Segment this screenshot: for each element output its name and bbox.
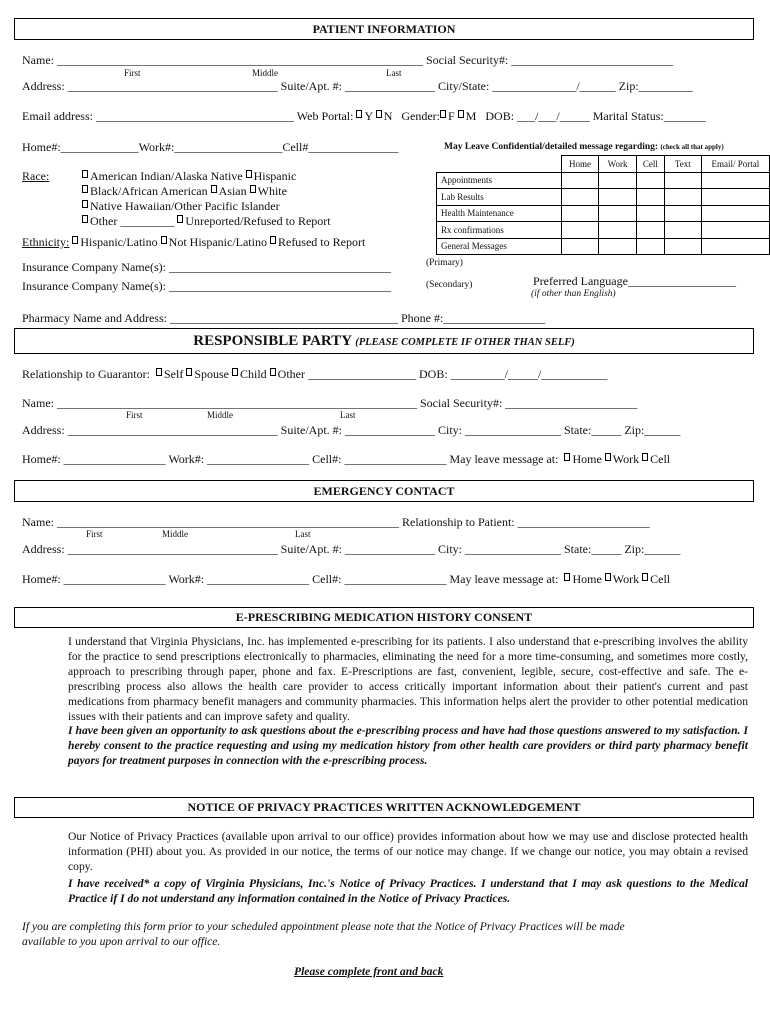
patient-email-line [22,109,706,124]
table-cell[interactable] [636,189,664,206]
race-unreported-checkbox[interactable] [177,215,183,223]
table-row [437,222,770,239]
table-row [437,189,770,206]
race-aian-checkbox[interactable] [82,170,88,178]
table-cell[interactable] [664,172,701,189]
rp-address-line[interactable]: Address: ___________________________________ Suite/Apt. #: _______________ City: ________________ State:_____ Zip:______ [22,423,681,437]
ethnicity-hispanic-checkbox[interactable] [72,236,78,244]
race-row-2 [82,184,287,199]
race-row-3 [82,199,280,214]
responsible-party-title: RESPONSIBLE PARTY [193,333,352,349]
table-cell[interactable] [701,172,769,189]
table-row [437,238,770,255]
rel-child-label: Child [240,367,267,381]
rp-msg-cell-label: Cell [650,452,671,466]
table-row-label: Health Maintenance [437,205,562,222]
race-white-checkbox[interactable] [250,185,256,193]
name-middle-caption: Middle [252,68,278,78]
rel-other-label[interactable]: Other __________________ [277,367,416,381]
race-unreported-label: Unreported/Refused to Report [185,214,331,228]
table-header-row [437,156,770,173]
ec-msg-cell-label: Cell [650,572,671,586]
guarantor-dob[interactable]: DOB: _________/_____/___________ [419,367,608,381]
ec-address-line[interactable]: Address: ___________________________________ Suite/Apt. #: _______________ City: ________________ State:_____ Zip:______ [22,542,681,556]
table-row-label: Lab Results [437,189,562,206]
table-cell[interactable] [599,205,636,222]
patient-information-header: PATIENT INFORMATION [14,18,754,40]
rp-phones-row [22,452,670,467]
gender-f-label: F [448,109,455,123]
table-cell[interactable] [636,238,664,255]
ethnicity-row [22,235,365,250]
table-row-label: Appointments [437,172,562,189]
eprescribing-consent: I have been given an opportunity to ask questions about the e-prescribing process and have had those questions answered to my satisfaction. I hereby consent to the practice requesting and using my medication history from other health care providers or third party pharmacy benefit payors for treatment purposes in connection with the e-prescribing process. [68,724,748,767]
privacy-body: Our Notice of Privacy Practices (available upon arrival to our office) provides information about how we may use and disclose protected health information (PHI) about you. As provided in our notice, the terms of our notice may change. If we change our notice, you may obtain a revised copy. [68,830,748,873]
table-cell[interactable] [561,238,599,255]
guarantor-relationship-row [22,367,607,382]
race-row-1 [82,169,296,184]
emergency-contact-header: EMERGENCY CONTACT [14,480,754,502]
race-asian-label: Asian [218,184,247,198]
table-cell[interactable] [599,172,636,189]
table-cell[interactable] [561,222,599,239]
ec-phones-line[interactable]: Home#: _________________ Work#: _________________ Cell#: _________________ May leave message at: [22,572,559,586]
rp-last-caption: Last [340,410,356,420]
rel-child-checkbox[interactable] [232,368,238,376]
patient-address-line[interactable]: Address: ___________________________________ Suite/Apt. #: _______________ City/State: ______________/______ Zip:_________ [22,79,693,93]
front-back-notice: Please complete front and back [294,965,444,978]
rel-spouse-checkbox[interactable] [186,368,192,376]
gender-f-checkbox[interactable] [440,110,446,118]
race-row-4 [82,214,331,229]
rp-msg-work-label: Work [612,452,640,466]
race-hispanic-label: Hispanic [253,169,297,183]
table-cell[interactable] [701,205,769,222]
portal-no-label: N [383,109,393,123]
table-cell[interactable] [561,205,599,222]
patient-phones-line[interactable]: Home#:_____________Work#:__________________Cell#_______________ [22,140,399,154]
table-column-header: Text [664,156,701,173]
gender-m-label: M [465,109,477,123]
rel-self-label: Self [163,367,184,381]
gender-m-checkbox[interactable] [458,110,464,118]
privacy-acknowledgement: I have received* a copy of Virginia Physicians, Inc.'s Notice of Privacy Practices. I understand that I may ask questions to the Medical Practice if I do not understand any information contained in the Notice of Privacy Practices. [68,877,748,905]
rp-msg-cell-checkbox[interactable] [642,453,648,461]
rp-name-line[interactable]: Name: ____________________________________________________________ Social Security#: ______________________ [22,396,638,410]
insurance-primary-caption: (Primary) [426,258,463,268]
table-row [437,205,770,222]
rp-first-caption: First [126,410,143,420]
table-column-header: Work [599,156,636,173]
rp-msg-home-checkbox[interactable] [564,453,570,461]
table-cell[interactable] [664,205,701,222]
responsible-party-header [14,328,754,354]
ec-phones-row [22,572,670,587]
table-column-header: Home [561,156,599,173]
eprescribing-header: E-PRESCRIBING MEDICATION HISTORY CONSENT [14,607,754,628]
ec-name-line[interactable]: Name: _________________________________________________________ Relationship to Patient: ______________________ [22,515,650,529]
privacy-footnote: If you are completing this form prior to your scheduled appointment please note that the Notice of Privacy Practices will be made available to you upon arrival to our office. [22,920,625,948]
ethnicity-label: Ethnicity: [22,235,70,249]
table-cell[interactable] [561,172,599,189]
table-cell[interactable] [636,205,664,222]
gender-label: Gender: [401,109,441,123]
email-portal-label[interactable]: Email address: _________________________________ Web Portal: [22,109,354,123]
ec-msg-cell-checkbox[interactable] [642,573,648,581]
dob-marital-line[interactable]: DOB: ___/___/_____ Marital Status:_______ [485,109,706,123]
table-cell[interactable] [701,238,769,255]
portal-yes-checkbox[interactable] [356,110,362,118]
rp-msg-work-checkbox[interactable] [605,453,611,461]
table-cell[interactable] [701,189,769,206]
table-cell[interactable] [664,189,701,206]
name-first-caption: First [124,68,141,78]
name-last-caption: Last [386,68,402,78]
ethnicity-refused-label: Refused to Report [277,235,366,249]
race-label: Race: [22,169,50,183]
ethnicity-nonhispanic-label: Not Hispanic/Latino [168,235,267,249]
guarantor-relationship-label: Relationship to Guarantor: [22,367,150,381]
race-nhpi-label: Native Hawaiian/Other Pacific Islander [90,199,280,213]
pharmacy-line[interactable]: Pharmacy Name and Address: ______________________________________ Phone #:_________________ [22,311,546,325]
table-cell[interactable] [561,189,599,206]
table-row [437,172,770,189]
race-black-label: Black/African American [90,184,208,198]
rp-phones-line[interactable]: Home#: _________________ Work#: _________________ Cell#: _________________ May leave message at: [22,452,559,466]
insurance-secondary-caption: (Secondary) [426,280,473,290]
insurance-secondary-line[interactable]: Insurance Company Name(s): _____________________________________ [22,279,391,293]
race-white-label: White [257,184,287,198]
table-cell[interactable] [599,238,636,255]
ec-first-caption: First [86,529,103,539]
rp-msg-home-label: Home [572,452,602,466]
rel-other-checkbox[interactable] [270,368,276,376]
message-preference-table [436,155,770,255]
table-cell[interactable] [599,222,636,239]
ethnicity-hispanic-label: Hispanic/Latino [80,235,158,249]
race-aian-label: American Indian/Alaska Native [90,169,243,183]
table-cell[interactable] [664,222,701,239]
ec-msg-work-label: Work [612,572,640,586]
table-cell[interactable] [701,222,769,239]
rel-self-checkbox[interactable] [156,368,162,376]
rel-spouse-label: Spouse [194,367,229,381]
table-cell[interactable] [664,238,701,255]
eprescribing-body: I understand that Virginia Physicians, Inc. has implemented e-prescribing for its patients. I also understand that e-prescribing involves the ability for the practice to send prescriptions electronically to pharmacies, eliminating the need for a more time-consuming, and sometimes more costly, approach to prescribing through paper, phone and fax. E-Prescriptions are fast, convenient, legible, secure, cost-effective and safe. The e-prescribing process also allows the health care provider to access critically important information about their patient's current and past medications from pharmacy benefit managers and community pharmacies. This information helps alert the provider to other potential medication issues with their patients and can improve safety and quality. [68,635,748,723]
portal-yes-label: Y [364,109,373,123]
ec-last-caption: Last [295,529,311,539]
table-cell[interactable] [636,172,664,189]
preferred-language-line[interactable]: Preferred Language__________________ [533,274,736,288]
ethnicity-nonhispanic-checkbox[interactable] [161,236,167,244]
ec-msg-home-label: Home [572,572,602,586]
responsible-party-subtitle: (PLEASE COMPLETE IF OTHER THAN SELF) [355,337,575,348]
insurance-primary-line[interactable]: Insurance Company Name(s): _____________________________________ [22,260,391,274]
ethnicity-refused-checkbox[interactable] [270,236,276,244]
race-nhpi-checkbox[interactable] [82,200,88,208]
table-cell[interactable] [636,222,664,239]
race-black-checkbox[interactable] [82,185,88,193]
ec-msg-home-checkbox[interactable] [564,573,570,581]
race-other-checkbox[interactable] [82,215,88,223]
privacy-header: NOTICE OF PRIVACY PRACTICES WRITTEN ACKNOWLEDGEMENT [14,797,754,818]
table-column-header: Cell [636,156,664,173]
table-column-header: Email/ Portal [701,156,769,173]
table-row-label: General Messages [437,238,562,255]
race-asian-checkbox[interactable] [211,185,217,193]
portal-no-checkbox[interactable] [376,110,382,118]
preferred-language-note: (if other than English) [531,289,616,299]
table-cell[interactable] [599,189,636,206]
race-other-label[interactable]: Other _________ [90,214,175,228]
patient-name-line[interactable]: Name: _____________________________________________________________ Social Security#: ___________________________ [22,53,674,67]
may-leave-title: May Leave Confidential/detailed message regarding: (check all that apply) [444,142,724,152]
rp-middle-caption: Middle [207,410,233,420]
ec-msg-work-checkbox[interactable] [605,573,611,581]
race-hispanic-checkbox[interactable] [246,170,252,178]
table-row-label: Rx confirmations [437,222,562,239]
ec-middle-caption: Middle [162,529,188,539]
